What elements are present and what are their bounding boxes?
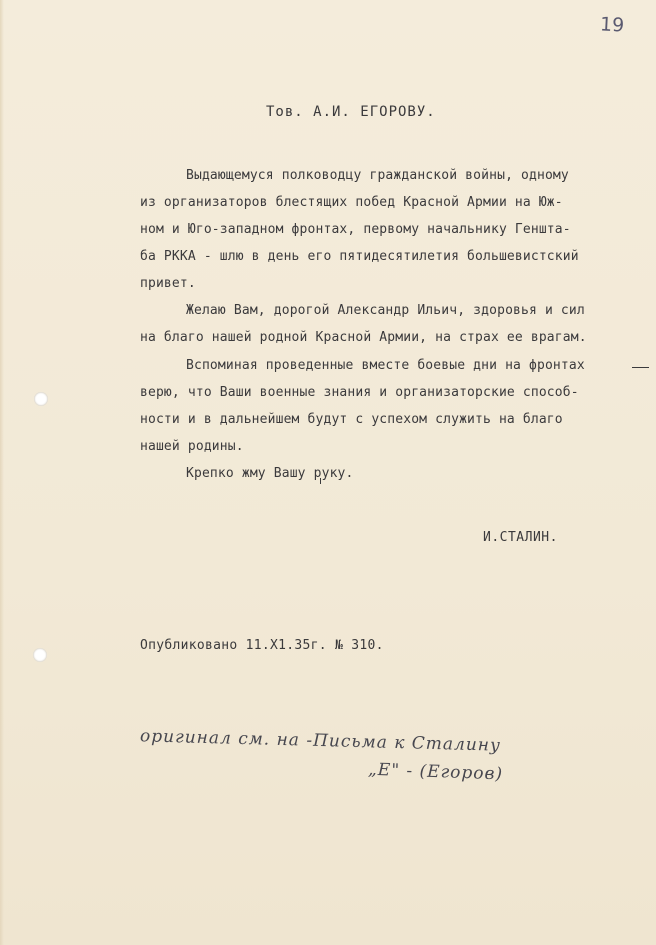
punch-hole-top xyxy=(34,392,48,406)
body-line: из организаторов блестящих побед Красной Армии на Юж- xyxy=(140,195,563,210)
body-line: Крепко жму Вашу руку. xyxy=(186,466,354,481)
publication-note: Опубликовано 11.Х1.35г. № 310. xyxy=(140,638,384,653)
pen-mark xyxy=(320,478,324,484)
body-line: ном и Юго-западном фронтах, первому начальнику Геншта- xyxy=(140,222,571,237)
page-number: 19 xyxy=(599,13,625,37)
body-line: Выдающемуся полководцу гражданской войны, одному xyxy=(186,168,569,183)
body-line: Желаю Вам, дорогой Александр Ильич, здоровья и сил xyxy=(186,303,585,318)
body-line: верю, что Ваши военные знания и организаторские способ- xyxy=(140,385,579,400)
body-line: ности и в дальнейшем будут с успехом служить на благо xyxy=(140,412,563,427)
handwritten-dash xyxy=(632,367,649,368)
body-line: нашей родины. xyxy=(140,439,244,454)
letter-addressee: Тов. А.И. ЕГОРОВУ. xyxy=(266,104,436,120)
signature: И.СТАЛИН. xyxy=(483,530,558,545)
body-line: Вспоминая проведенные вместе боевые дни на фронтах xyxy=(186,358,585,373)
punch-hole-bottom xyxy=(33,648,47,662)
handwritten-note-line-2: „Е" - (Егоров) xyxy=(367,759,504,785)
body-line: ба РККА - шлю в день его пятидесятилетия большевистский xyxy=(140,249,579,264)
body-line: привет. xyxy=(140,276,196,291)
body-line: на благо нашей родной Красной Армии, на страх ее врагам. xyxy=(140,330,587,345)
paper-edge xyxy=(0,0,4,945)
handwritten-note-line-1: оригинал см. на -Письма к Сталину xyxy=(139,726,502,756)
